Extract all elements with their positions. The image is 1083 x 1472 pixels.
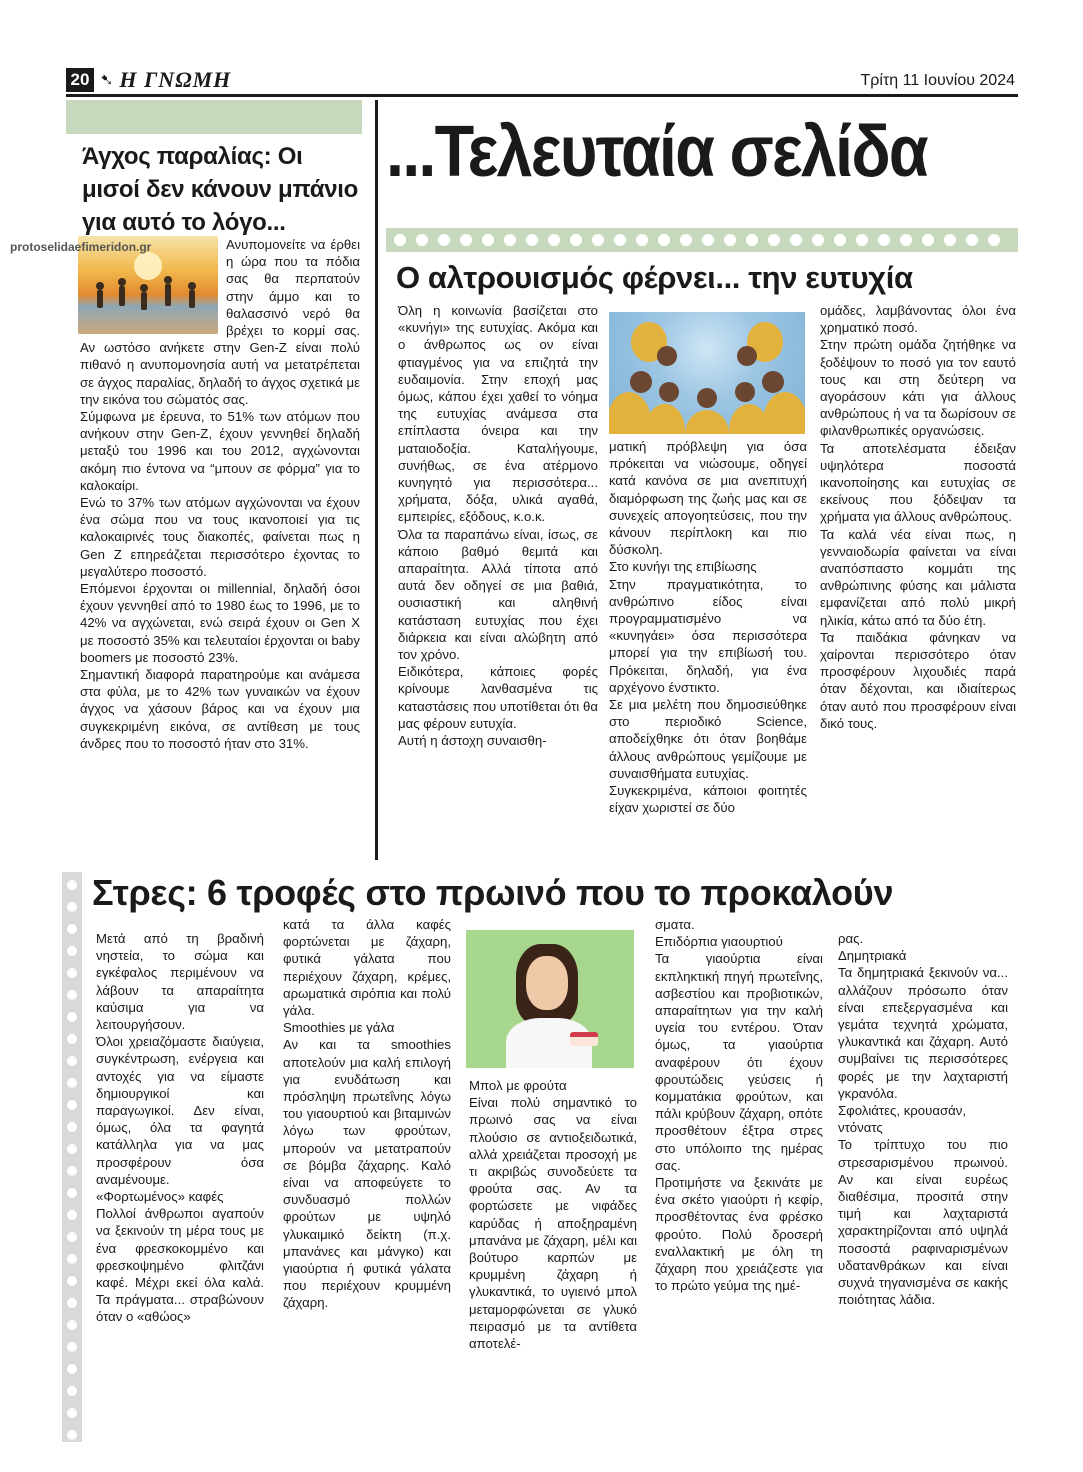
subheading: «Φορτωμένος» καφές [96, 1189, 224, 1205]
friends-circle-photo [609, 312, 805, 434]
stress-column-5 [838, 930, 1008, 1308]
dots-divider [386, 228, 1018, 252]
paragraph: ομάδες, λαμβάνοντας όλοι ένα χρηματικό ποσό. [820, 303, 1016, 336]
paragraph: Μετά από τη βραδινή νηστεία, το σώμα και εγκέφαλος περιμένουν να λάβουν τα απαραίτητα καύσιμα για να λειτουργήσουν. [96, 931, 264, 1033]
subheading: Μπολ με φρούτα [469, 1078, 567, 1093]
paragraph: Πολλοί άνθρωποι αγαπούν να ξεκινούν τη μέρα τους με ένα φρεσκοκομμένο και φρεσκοψημένο φλιτζάνι καφέ. Μέχρι εκεί όλα καλά. Τα πράγματα... στραβώνουν όταν ο «αθώος» [96, 1206, 264, 1325]
paragraph: Σύμφωνα με έρευνα, το 51% των ατόμων που ανήκουν στην Gen-Z, έχουν γεννηθεί δηλαδή μεταξύ του 1996 και του 2012, αγχώνονται ακόμη πιο έντονα να “μπουν σε φόρμα” για το καλοκαίρι. [80, 409, 360, 493]
paragraph: Ενώ το 37% των ατόμων αγχώνονται να έχουν ένα σώμα που να τους ικανοποιεί για τις καλοκαιρινές τους διακοπές, φαίνεται πως η Gen Z επηρεάζεται περισσότερο έχοντας το μεγαλύτερο ποσοστό. [80, 495, 360, 579]
issue-date: Τρίτη 11 Ιουνίου 2024 [860, 72, 1015, 89]
paragraph: κατά τα άλλα καφές φορτώνεται με ζάχαρη, φυτικά γάλατα που περιέχουν ζάχαρη, κρέμες, αρωματικά σιρόπια και πολύ γάλα. [283, 917, 451, 1019]
altruism-column-1 [398, 302, 598, 749]
paragraph: Τα γιαούρτια είναι εκπληκτική πηγή πρωτεΐνης, ασβεστίου και προβιοτικών, απαραίτητων για την καλή υγεία του εντέρου. Όταν όμως, τα γιαούρτια αναφέρουν ότι έχουν φρουτώδεις γεύσεις ή κομματάκια φρούτων, και πάλι κρύβουν ζάχαρη, οπότε προσθέτουν έξτρα στρες στο υπόλοιπο της ημέρας σας. [655, 951, 823, 1173]
beach-article-body [80, 236, 360, 752]
paragraph: Αυτή η άστοχη συναισθη- [398, 733, 547, 749]
stress-column-1 [96, 930, 264, 1326]
paragraph: Τα παιδάκια φάνηκαν να χαίρονται περισσότερο όταν προσφέρουν λιχουδιές παρά όταν δέχονται, και ιδιαίτερως όταν αυτό που προσφέρουν είναι δικό τους. [820, 629, 1016, 731]
subheading: Στο κυνήγι της επιβίωσης [609, 559, 757, 575]
paragraph: Συγκεκριμένα, κάποιοι φοιτητές είχαν χωριστεί σε δύο [609, 783, 807, 816]
paragraph: Σε μια μελέτη που δημοσιεύθηκε στο περιοδικό Science, αποδείχθηκε ότι όταν βοηθάμε άλλους ανθρώπους γεμίζουμε με συναισθήματα ευτυχίας. [609, 697, 807, 781]
paragraph: Είναι πολύ σημαντικό το πρωινό σας να είναι πλούσιο σε αντιοξειδωτικά, αλλά χρειάζεται προσοχή με τι ακριβώς συνοδεύετε τα φρούτα σας. Αν τα φορτώσετε με νιφάδες καρύδας ή αποξηραμένη μπανάνα με ζάχαρη, μέλι και βούτυρο καρπών με κρυμμένη ζάχαρη ή γλυκαντικά, το υγιεινό μπολ μεταμορφώνεται σε γλυκό πειρασμό με τα αντίθετα αποτελέ- [469, 1095, 637, 1352]
paragraph: ρας. [838, 931, 864, 946]
header-rule [66, 94, 1018, 97]
woman-eating-cake-photo [466, 930, 634, 1068]
paragraph: ματική πρόβλεψη για όσα πρόκειται να νιώσουμε, οδηγεί κατά κανόνα σε μια ανεπιτυχή διαμόρφωση της ζωής μας και σε συνεχείς απογοητεύσεις, που την κάνουν περίπλοκη και πιο δύσκολη. [609, 439, 807, 558]
accent-bar [66, 100, 362, 134]
paragraph: Όλη η κοινωνία βασίζεται στο «κυνήγι» της ευτυχίας. Ακόμα και ο άνθρωπος ως ον είναι φτιαγμένος για να επιζητά την ευδαιμονία. Στην εποχή μας όμως, κάπου έχει χαθεί το νόημα της ευτυχίας ανάμεσα στα επίπλαστα όνειρα και την ματαιοδοξία. Καταλήγουμε, συνήθως, σε ένα ατέρμονο κυνηγητό για περισσότερα... χρήματα, δόξα, υλικά αγαθά, εμπειρίες, εξόδους, κ.ο.κ. [398, 303, 598, 525]
paragraph: Επόμενοι έρχονται οι millennial, δηλαδή όσοι έχουν γεννηθεί από το 1980 έως το 1996, με το 42% να αγχώνεται, ενώ σειρά έχουν οι Gen X με ποσοστό 35% και τελευταίοι έρχονται οι baby boomers με ποσοστό 23%. [80, 581, 360, 665]
paragraph: Τα αποτελέσματα έδειξαν υψηλότερα ποσοστά ικανοποίησης και ευτυχίας σε εκείνους που ξόδεψαν τα χρήματα για άλλους ανθρώπους. [820, 440, 1016, 525]
page-number: 20 [66, 68, 94, 92]
film-perforation-strip [62, 872, 82, 1442]
paragraph: Αν και τα smoothies αποτελούν μια καλή επιλογή για ενυδάτωση και πρόσληψη πρωτεΐνης λόγω του γιαουρτιού και βιταμινών λόγω των φρούτων, μπορούν να μετατραπούν σε βόμβα ζάχαρης. Καλό είναι να αποφεύγετε το συνδυασμό πολλών φρούτων με υψηλό γλυκαιμικό δείκτη (π.χ. μπανάνες και μάνγκο) και γιαούρτια ή φυτικά γάλατα που περιέχουν κρυμμένη ζάχαρη. [283, 1037, 451, 1311]
column-divider [375, 100, 378, 860]
stress-column-3 [469, 1077, 637, 1352]
paragraph: Όλα τα παραπάνω είναι, ίσως, σε κάποιο βαθμό θεμιτά και απαραίτητα. Αλλά τίποτα από αυτά δεν οδηγεί σε μια βαθιά, ουσιαστική και αληθινή κατάσταση ευτυχίας που έχει διάρκεια και είναι αλώβητη από τον χρόνο. [398, 526, 598, 663]
subheading: Σφολιάτες, κρουασάν, ντόνατς [838, 1103, 966, 1136]
paragraph: Στην πρώτη ομάδα ζητήθηκε να ξοδέψουν το ποσό για τον εαυτό τους και στη δεύτερη να αγοράσουν κάτι για άλλους ανθρώπους ή να τα δωρίσουν σε φιλανθρωπικές οργανώσεις. [820, 337, 1016, 439]
subheading: Smoothies με γάλα [283, 1020, 395, 1036]
section-title: ...Τελευταία σελίδα [386, 112, 927, 192]
watermark: protoselidaefimeridon.gr [10, 240, 152, 254]
paragraph: σματα. [655, 917, 695, 932]
subheading: Επιδόρπια γιαουρτιού [655, 934, 783, 950]
paragraph: Τα δημητριακά ξεκινούν να... αλλάζουν πρόσωπο όταν είναι επεξεργασμένα και γεμάτα τεχνητά χρώματα, γλυκαντικά και ζάχαρη. Αυτό συμβαίνει τις περισσότερες φορές με την λαχταριστή γκρανόλα. [838, 965, 1008, 1101]
newspaper-logo [100, 66, 231, 94]
beach-article-headline: Άγχος παραλίας: Οι μισοί δεν κάνουν μπάνιο για αυτό το λόγο... [82, 143, 358, 236]
paragraph: Όλοι χρειαζόμαστε διαύγεια, συγκέντρωση, ενέργεια και αντοχές για να είμαστε δημιουργικοί και παραγωγικοί. Δεν είναι, όμως, όλα τα φαγητά κατάλληλα για να μας προσφέρουν όσα αναμένουμε. [96, 1034, 264, 1187]
paragraph: Προτιμήστε να ξεκινάτε με ένα σκέτο γιαούρτι ή κεφίρ, προσθέτοντας ένα φρέσκο φρούτο. Πολύ δροσερή εναλλακτική με όλη τη ζάχαρη που χρειάζεστε για το πρώτο γεύμα της ημέ- [655, 1175, 823, 1294]
paragraph: Στην πραγματικότητα, το ανθρώπινο είδος είναι προγραμματισμένο να «κυνηγάει» όσα περισσότερα μπορεί για την επιβίωσή του. Πρόκειται, δηλαδή, για ένα αρχέγονο ένστικτο. [609, 576, 807, 695]
paragraph: Τα καλά νέα είναι πως, η γενναιοδωρία φαίνεται να είναι αναπόσπαστο κομμάτι της ανθρώπινης φύσης και μάλιστα εμφανίζεται από πολύ μικρή ηλικία, κάτω από τα δύο έτη. [820, 526, 1016, 628]
altruism-column-3 [820, 302, 1016, 732]
subheading: Δημητριακά [838, 948, 907, 964]
paragraph: Ειδικότερα, κάποιες φορές κρίνουμε λανθασμένα τις καταστάσεις που υποτίθεται ότι θα μας φέρουν ευτυχία. [398, 664, 598, 731]
stress-column-2 [283, 916, 451, 1312]
paragraph: Το τρίπτυχο του πιο στρεσαρισμένου πρωινού. Αν και είναι ευρέως διαθέσιμα, προσιτά στην τιμή και λαχταριστά χαρακτηρίζονται από υψηλά ποσοστά ραφιναρισμένων υδατανθράκων και είναι συχνά τηγανισμένα σε κακής ποιότητας λάδια. [838, 1137, 1008, 1308]
stress-article-headline: Στρες: 6 τροφές στο πρωινό που το προκαλούν [92, 872, 894, 913]
paragraph: Σημαντική διαφορά παρατηρούμε και ανάμεσα στα φύλα, με το 42% των γυναικών να έχουν άγχος να χάσουν βάρος και να έχουν μια συγκεκριμένη εικόνα, σε αντίθεση με τους άνδρες που το ποσοστό ήταν στο 31%. [80, 667, 360, 751]
logo-text: Η ΓΝΩΜΗ [119, 67, 232, 92]
bird-icon: ➷ [100, 72, 114, 89]
stress-column-4 [655, 916, 823, 1294]
altruism-article-headline: Ο αλτρουισμός φέρνει... την ευτυχία [396, 260, 913, 295]
altruism-column-2 [609, 438, 807, 816]
paragraph: Ανυπομονείτε να έρθει η ώρα που τα πόδια σας θα περπατούν στην άμμο και το θαλασσινό νερό θα βρέχει το κορμί σας. Αν ωστόσο ανήκετε στην Gen-Z είναι πολύ πιθανό η ανυπομονησία αυτή να μετατρέπεται σε άγχος παραλίας, δηλαδή το άγχος σχετικά με την εικόνα του σώματός σας. [80, 237, 360, 407]
